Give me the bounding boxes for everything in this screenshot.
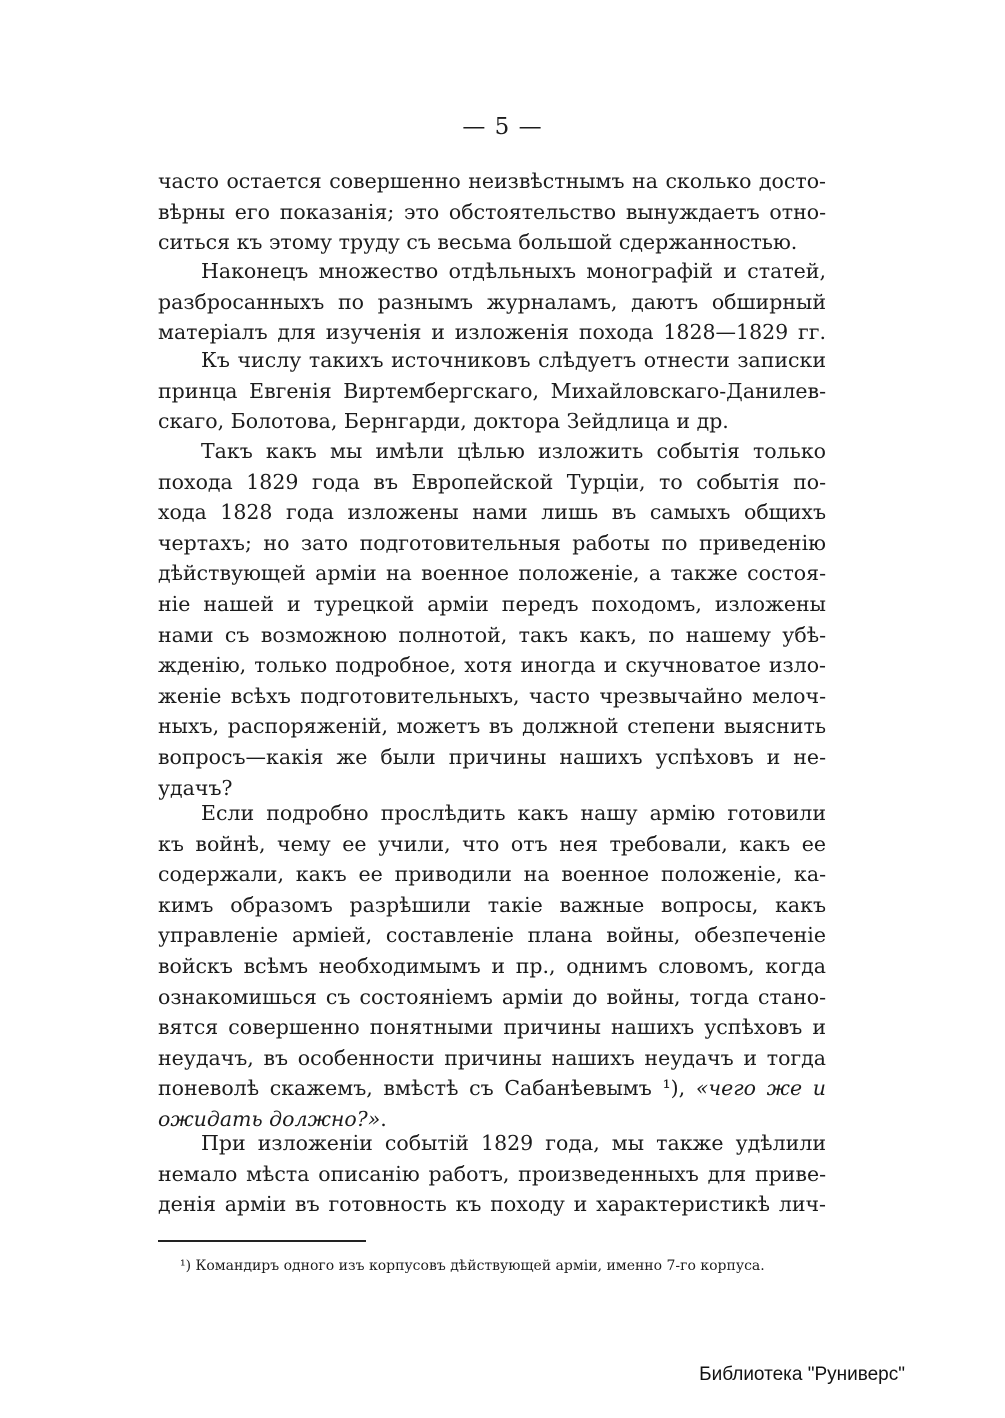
text-line: скаго, Болотова, Бернгарди, доктора Зейдлица и др. — [158, 409, 729, 434]
italic-quote: ожидать должно?» — [158, 1106, 381, 1131]
text-line: содержали, какъ ее приводили на военное положеніе, ка- — [158, 862, 826, 887]
footnote-divider — [158, 1240, 366, 1242]
text-line: войскъ всѣмъ необходимымъ и пр., однимъ словомъ, когда — [158, 953, 826, 978]
text-line: чертахъ; но зато подготовительныя работы по приведенію — [158, 530, 826, 555]
text-line: къ войнѣ, чему ее учили, что отъ нея требовали, какъ ее — [158, 831, 826, 856]
library-watermark: Библиотека "Руниверс" — [699, 1364, 905, 1385]
paragraph-2 — [158, 256, 826, 348]
text-line: Наконецъ множество отдѣльныхъ монографій и статей, — [201, 259, 826, 283]
text-line-mixed — [158, 1073, 826, 1104]
text-fragment: . — [380, 1106, 387, 1131]
text-line: нами съ возможною полнотой, такъ какъ, по нашему убѣ- — [158, 622, 826, 647]
text-line: матеріалъ для изученія и изложенія похода 1828—1829 гг. — [158, 320, 826, 345]
text-line: Такъ какъ мы имѣли цѣлью изложить событія только — [201, 439, 826, 463]
paragraph-4 — [158, 436, 826, 803]
text-line: вятся совершенно понятными причины нашихъ успѣховъ и — [158, 1015, 826, 1040]
paragraph-6 — [158, 1128, 826, 1220]
text-line: похода 1829 года въ Европейской Турціи, то событія по- — [158, 469, 826, 494]
text-line: удачъ? — [158, 775, 233, 800]
text-line: Къ числу такихъ источниковъ слѣдуетъ отнести записки — [201, 348, 826, 372]
paragraph-1 — [158, 166, 826, 258]
paragraph-3 — [158, 345, 826, 437]
paragraph-5 — [158, 798, 826, 1135]
text-line: При изложеніи событій 1829 года, мы также удѣлили — [201, 1131, 826, 1155]
footnote: ¹) Командиръ одного изъ корпусовъ дѣйствующей арміи, именно 7-го корпуса. — [180, 1258, 765, 1274]
text-line: немало мѣста описанію работъ, произведенныхъ для приве- — [158, 1161, 826, 1186]
text-line: Если подробно прослѣдить какъ нашу армію готовили — [201, 801, 826, 825]
text-line: ніе нашей и турецкой арміи передъ походомъ, изложены — [158, 591, 826, 616]
text-line: разбросанныхъ по разнымъ журналамъ, даютъ обширный — [158, 289, 826, 314]
text-line: ситься къ этому труду съ весьма большой сдержанностью. — [158, 230, 798, 255]
page-number: — 5 — — [462, 114, 543, 140]
text-line: принца Евгенія Виртембергскаго, Михайловскаго-Данилев- — [158, 378, 826, 403]
text-line: часто остается совершенно неизвѣстнымъ на сколько досто- — [158, 169, 826, 193]
text-line: дѣйствующей арміи на военное положеніе, а также состоя- — [158, 561, 826, 586]
text-line: вѣрны его показанія; это обстоятельство вынуждаетъ отно- — [158, 199, 826, 224]
text-fragment: поневолѣ скажемъ, вмѣстѣ съ Сабанѣевымъ ¹), — [158, 1076, 696, 1101]
text-line: ознакомишься съ состояніемъ арміи до войны, тогда стано- — [158, 984, 826, 1009]
text-line: вопросъ—какія же были причины нашихъ успѣховъ и не- — [158, 744, 826, 769]
text-line: хода 1828 года изложены нами лишь въ самыхъ общихъ — [158, 500, 826, 525]
text-line: управленіе арміей, составленіе плана войны, обезпеченіе — [158, 923, 826, 948]
text-line: кимъ образомъ разрѣшили такіе важные вопросы, какъ — [158, 892, 826, 917]
text-line: неудачъ, въ особенности причины нашихъ неудачъ и тогда — [158, 1045, 826, 1070]
text-line: денія арміи въ готовность къ походу и характеристикѣ лич- — [158, 1192, 826, 1217]
text-line: женіе всѣхъ подготовительныхъ, часто чрезвычайно мелоч- — [158, 683, 826, 708]
italic-quote: «чего же и — [695, 1076, 826, 1101]
text-line: жденію, только подробное, хотя иногда и скучноватое изло- — [158, 653, 826, 678]
text-line: ныхъ, распоряженій, можетъ въ должной степени выяснить — [158, 714, 826, 739]
